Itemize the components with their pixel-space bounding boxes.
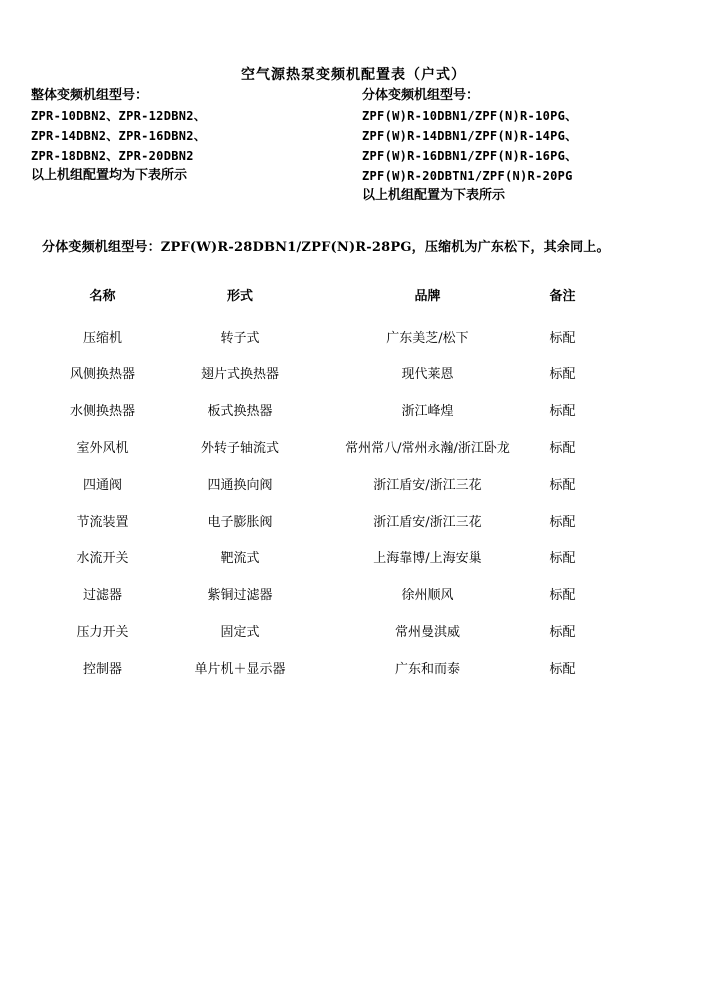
table-cell-name: 水流开关	[76, 551, 129, 567]
table-cell-note: 标配	[549, 661, 576, 677]
table-cell-form: 电子膨胀阀	[207, 514, 273, 530]
integrated-model-line: ZPR-10DBN2、ZPR-12DBN2、	[31, 109, 207, 123]
split-models-heading: 分体变频机组型号：	[362, 88, 480, 103]
table-cell-name: 压缩机	[82, 330, 122, 346]
split-models-footer: 以上机组配置为下表所示	[362, 188, 506, 203]
table-cell-form: 单片机＋显示器	[194, 661, 286, 677]
table-cell-note: 标配	[549, 477, 576, 493]
table-cell-note: 标配	[549, 330, 576, 346]
table-cell-brand: 常州常八/常州永瀚/浙江卧龙	[345, 441, 510, 457]
table-cell-form: 四通换向阀	[207, 477, 273, 493]
table-cell-form: 靶流式	[220, 551, 260, 567]
table-cell-name: 压力开关	[76, 625, 129, 641]
table-cell-brand: 上海靠博/上海安巢	[373, 551, 482, 567]
integrated-model-line: ZPR-14DBN2、ZPR-16DBN2、	[31, 129, 207, 143]
table-cell-note: 标配	[549, 367, 576, 383]
table-cell-brand: 浙江盾安/浙江三花	[373, 477, 482, 493]
column-header-form: 形式	[226, 288, 253, 304]
table-cell-note: 标配	[549, 551, 576, 567]
table-cell-brand: 广东美芝/松下	[386, 330, 469, 346]
table-cell-name: 室外风机	[76, 441, 129, 457]
page-title: 空气源热泵变频机配置表（户式）	[241, 67, 466, 83]
table-cell-form: 紫铜过滤器	[207, 588, 273, 604]
split-model-line: ZPF(W)R-14DBN1/ZPF(N)R-14PG、	[362, 129, 578, 143]
table-cell-name: 水侧换热器	[69, 404, 135, 420]
table-cell-note: 标配	[549, 625, 576, 641]
table-cell-form: 翅片式换热器	[200, 367, 279, 383]
table-cell-name: 四通阀	[82, 477, 122, 493]
table-cell-brand: 浙江盾安/浙江三花	[373, 514, 482, 530]
table-cell-brand: 常州曼淇威	[394, 625, 460, 641]
split-model-line: ZPF(W)R-20DBTN1/ZPF(N)R-20PG	[362, 169, 573, 183]
table-cell-note: 标配	[549, 514, 576, 530]
table-cell-form: 板式换热器	[207, 404, 273, 420]
split-model-line: ZPF(W)R-10DBN1/ZPF(N)R-10PG、	[362, 109, 578, 123]
integrated-models-heading: 整体变频机组型号：	[31, 88, 149, 103]
split-models-block	[362, 86, 577, 206]
column-header-brand: 品牌	[414, 288, 441, 304]
split-28-note: 分体变频机组型号：ZPF(W)R-28DBN1/ZPF(N)R-28PG，压缩机为广东松下，其余同上。	[42, 240, 610, 255]
table-cell-form: 固定式	[220, 625, 260, 641]
integrated-models-block	[31, 86, 206, 186]
table-cell-brand: 广东和而泰	[394, 661, 460, 677]
table-cell-name: 控制器	[82, 661, 122, 677]
integrated-model-line: ZPR-18DBN2、ZPR-20DBN2	[31, 149, 194, 163]
column-header-note: 备注	[549, 288, 576, 304]
table-cell-brand: 浙江峰煌	[401, 404, 454, 420]
table-cell-form: 转子式	[220, 330, 260, 346]
table-cell-name: 风侧换热器	[69, 367, 135, 383]
table-cell-form: 外转子轴流式	[200, 441, 279, 457]
config-table	[55, 281, 600, 686]
table-cell-name: 过滤器	[82, 588, 122, 604]
table-cell-brand: 徐州顺风	[401, 588, 454, 604]
column-header-name: 名称	[89, 288, 116, 304]
table-cell-name: 节流装置	[76, 514, 129, 530]
integrated-models-footer: 以上机组配置均为下表所示	[31, 168, 188, 183]
table-cell-brand: 现代莱恩	[401, 367, 454, 383]
table-cell-note: 标配	[549, 588, 576, 604]
table-cell-note: 标配	[549, 404, 576, 420]
table-cell-note: 标配	[549, 441, 576, 457]
split-model-line: ZPF(W)R-16DBN1/ZPF(N)R-16PG、	[362, 149, 578, 163]
